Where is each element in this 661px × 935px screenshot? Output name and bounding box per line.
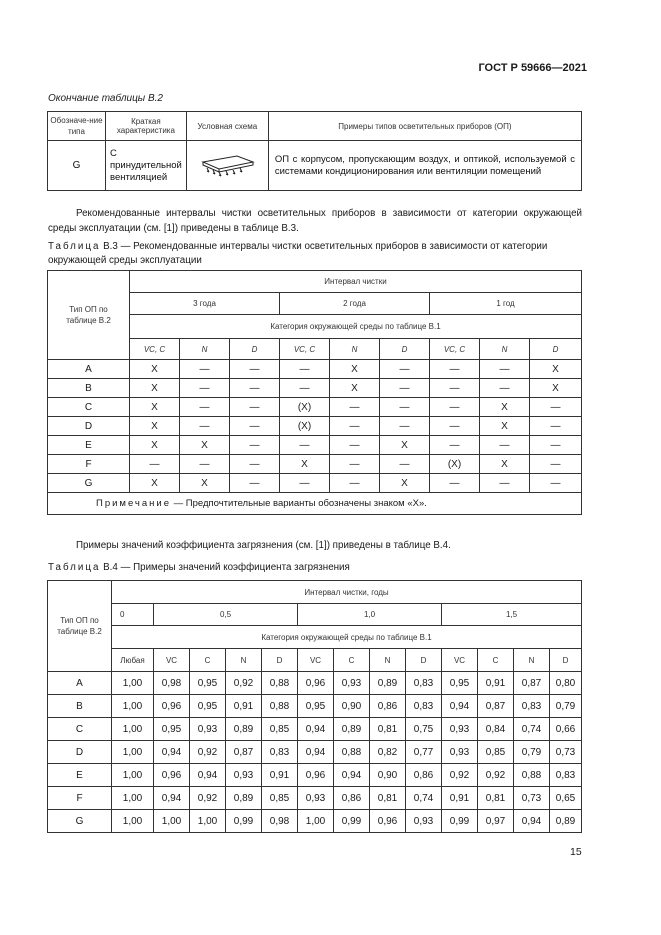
table-cell: — bbox=[480, 360, 530, 379]
table-b3-period: 3 года bbox=[130, 293, 280, 315]
table-row bbox=[48, 718, 582, 741]
table-row bbox=[48, 672, 582, 695]
subcol-header: D bbox=[530, 339, 582, 360]
table-cell: 0,89 bbox=[226, 718, 262, 741]
table-b4 bbox=[47, 580, 582, 833]
table-cell: 0,83 bbox=[406, 672, 442, 695]
table-cell: 0,77 bbox=[406, 741, 442, 764]
table-cell: X bbox=[180, 436, 230, 455]
table-cell: — bbox=[380, 417, 430, 436]
subcol-header: VC, C bbox=[280, 339, 330, 360]
table-cell: — bbox=[230, 360, 280, 379]
table-cell: X bbox=[380, 436, 430, 455]
table-cell: 0,86 bbox=[370, 695, 406, 718]
table-cell: — bbox=[280, 379, 330, 398]
table-cell: — bbox=[430, 436, 480, 455]
table-cell: 0,81 bbox=[478, 787, 514, 810]
table-b4-type-header: Тип ОП по таблице В.2 bbox=[48, 581, 112, 672]
col-header-characteristic: Краткая характеристика bbox=[106, 112, 187, 141]
table-b4-caption bbox=[48, 561, 582, 575]
table-cell: 0,92 bbox=[190, 787, 226, 810]
row-type-cell: F bbox=[48, 455, 130, 474]
note-text: — Предпочтительные варианты обозначены знаком «X». bbox=[171, 498, 427, 509]
table-row bbox=[48, 764, 582, 787]
paragraph-intervals: Рекомендованные интервалы чистки осветительных приборов в зависимости от категории окружающей среды эксплуатации (см. [1]) приведены в таблице В.3. bbox=[48, 208, 582, 234]
table-cell: 0,88 bbox=[514, 764, 550, 787]
row-type-cell: F bbox=[48, 787, 112, 810]
row-type-cell: A bbox=[48, 360, 130, 379]
table-b4-interval-header: Интервал чистки, годы bbox=[112, 581, 582, 604]
table-cell: 0,83 bbox=[514, 695, 550, 718]
table-cell: 0,81 bbox=[370, 787, 406, 810]
table-cell: — bbox=[280, 436, 330, 455]
table-row bbox=[48, 474, 582, 493]
table-cell: — bbox=[330, 436, 380, 455]
table-cell: X bbox=[480, 455, 530, 474]
table-row bbox=[48, 417, 582, 436]
table-cell: 0,94 bbox=[298, 718, 334, 741]
table-cell: 0,80 bbox=[550, 672, 582, 695]
table-cell: 0,92 bbox=[190, 741, 226, 764]
table-b3-caption-prefix: Таблица bbox=[48, 241, 101, 252]
table-cell: 0,99 bbox=[334, 810, 370, 833]
table-cell: — bbox=[180, 360, 230, 379]
table-cell: 0,93 bbox=[406, 810, 442, 833]
table-cell: 0,79 bbox=[514, 741, 550, 764]
table-b3-interval-header: Интервал чистки bbox=[130, 271, 582, 293]
table-cell: — bbox=[380, 455, 430, 474]
table-cell: X bbox=[380, 474, 430, 493]
table-cell: 0,85 bbox=[478, 741, 514, 764]
table-cell: 0,66 bbox=[550, 718, 582, 741]
table-cell: — bbox=[280, 360, 330, 379]
table-cell: — bbox=[230, 436, 280, 455]
table-cell: — bbox=[480, 474, 530, 493]
table-cell: 0,94 bbox=[298, 741, 334, 764]
table-cell: 0,93 bbox=[442, 741, 478, 764]
subcol-header: C bbox=[478, 649, 514, 672]
table-cell: 0,96 bbox=[154, 695, 190, 718]
table-cell: 0,73 bbox=[514, 787, 550, 810]
table-cell: — bbox=[230, 474, 280, 493]
table-cell: 0,79 bbox=[550, 695, 582, 718]
table-b3-caption-text: В.3 — Рекомендованные интервалы чистки осветительных приборов в зависимости от категории окружающей среды эксплуатации bbox=[48, 241, 548, 266]
table-cell: 0,85 bbox=[262, 787, 298, 810]
table-cell: 0,73 bbox=[550, 741, 582, 764]
subcol-header: VC bbox=[442, 649, 478, 672]
table-cell: — bbox=[330, 474, 380, 493]
table-cell: — bbox=[430, 379, 480, 398]
table-cell: 0,96 bbox=[298, 764, 334, 787]
col-header-type: Обозначе-ние типа bbox=[48, 112, 106, 141]
row-type-cell: D bbox=[48, 417, 130, 436]
table-cell: 1,00 bbox=[298, 810, 334, 833]
table-cell: — bbox=[180, 455, 230, 474]
table-cell: 0,89 bbox=[550, 810, 582, 833]
table-cell: 0,91 bbox=[478, 672, 514, 695]
table-row bbox=[48, 787, 582, 810]
table-cell: 1,00 bbox=[112, 695, 154, 718]
row-type: G bbox=[48, 141, 106, 191]
table-cell: 0,88 bbox=[334, 741, 370, 764]
row-type-cell: B bbox=[48, 695, 112, 718]
subcol-header: D bbox=[230, 339, 280, 360]
note-prefix: Примечание bbox=[96, 498, 171, 509]
table-cell: 0,84 bbox=[478, 718, 514, 741]
table-cell: 0,92 bbox=[442, 764, 478, 787]
table-b2 bbox=[47, 111, 582, 191]
table-cell: 0,99 bbox=[226, 810, 262, 833]
table-cell: — bbox=[230, 398, 280, 417]
subcol-header: C bbox=[334, 649, 370, 672]
subcol-header: N bbox=[480, 339, 530, 360]
table-cell: 0,95 bbox=[154, 718, 190, 741]
row-type-cell: A bbox=[48, 672, 112, 695]
table-cell: X bbox=[130, 398, 180, 417]
table-cell: 0,92 bbox=[226, 672, 262, 695]
table-cell: — bbox=[430, 474, 480, 493]
table-cell: 0,87 bbox=[514, 672, 550, 695]
table-cell: 0,74 bbox=[514, 718, 550, 741]
table-cell: 0,89 bbox=[226, 787, 262, 810]
table-cell: 1,00 bbox=[112, 741, 154, 764]
row-type-cell: D bbox=[48, 741, 112, 764]
table-b4-period: 0,5 bbox=[154, 604, 298, 626]
table-cell: — bbox=[230, 417, 280, 436]
table-cell: — bbox=[530, 455, 582, 474]
table-cell: 0,95 bbox=[298, 695, 334, 718]
table-cell: X bbox=[130, 379, 180, 398]
table-cell: 1,00 bbox=[112, 672, 154, 695]
table-b4-category-header: Категория окружающей среды по таблице В.1 bbox=[112, 626, 582, 649]
table-cell: X bbox=[130, 474, 180, 493]
page-number: 15 bbox=[570, 846, 582, 858]
subcol-header: D bbox=[262, 649, 298, 672]
table-cell: 0,93 bbox=[298, 787, 334, 810]
subcol-header: Любая bbox=[112, 649, 154, 672]
subcol-header: VC bbox=[298, 649, 334, 672]
table-cell: 0,86 bbox=[406, 764, 442, 787]
table-cell: — bbox=[530, 474, 582, 493]
table-cell: X bbox=[480, 398, 530, 417]
table-cell: 0,96 bbox=[298, 672, 334, 695]
paragraph-coefficients: Примеры значений коэффициента загрязнения (см. [1]) приведены в таблице В.4. bbox=[76, 540, 451, 551]
table-cell: (X) bbox=[430, 455, 480, 474]
row-examples: ОП с корпусом, пропускающим воздух, и оптикой, используемой с системами кондиционирования или вентиляции помещений bbox=[268, 141, 581, 191]
row-type-cell: C bbox=[48, 718, 112, 741]
table-cell: 0,91 bbox=[226, 695, 262, 718]
table-cell: — bbox=[380, 360, 430, 379]
table-cell: X bbox=[280, 455, 330, 474]
col-header-examples: Примеры типов осветительных приборов (ОП) bbox=[268, 112, 581, 141]
table-b3-period: 1 год bbox=[430, 293, 582, 315]
table-cell: X bbox=[130, 436, 180, 455]
table-cell: 0,95 bbox=[442, 672, 478, 695]
table-cell: 0,90 bbox=[334, 695, 370, 718]
table-cell: X bbox=[130, 360, 180, 379]
table-cell: 0,98 bbox=[262, 810, 298, 833]
table-cell: 0,93 bbox=[334, 672, 370, 695]
table-cell: X bbox=[130, 417, 180, 436]
table-cell: 0,83 bbox=[262, 741, 298, 764]
table-cell: — bbox=[230, 379, 280, 398]
scheme-cell bbox=[186, 141, 268, 191]
subcol-header: N bbox=[180, 339, 230, 360]
table-cell: 0,94 bbox=[514, 810, 550, 833]
row-type-cell: G bbox=[48, 810, 112, 833]
table-cell: (X) bbox=[280, 398, 330, 417]
table-cell: 0,93 bbox=[226, 764, 262, 787]
table-row bbox=[48, 379, 582, 398]
table-cell: 1,00 bbox=[112, 787, 154, 810]
table-cell: (X) bbox=[280, 417, 330, 436]
table-b3-category-header: Категория окружающей среды по таблице В.1 bbox=[130, 315, 582, 339]
table-cell: — bbox=[530, 417, 582, 436]
table-cell: X bbox=[530, 379, 582, 398]
table-row bbox=[48, 360, 582, 379]
table-cell: — bbox=[430, 417, 480, 436]
table-cell: — bbox=[130, 455, 180, 474]
subcol-header: VC, C bbox=[130, 339, 180, 360]
ventilation-scheme-diagram bbox=[199, 149, 255, 181]
table-continuation-label: Окончание таблицы В.2 bbox=[48, 93, 163, 104]
table-cell: 0,81 bbox=[370, 718, 406, 741]
table-cell: — bbox=[180, 398, 230, 417]
table-cell: — bbox=[280, 474, 330, 493]
table-cell: — bbox=[480, 379, 530, 398]
table-cell: 0,91 bbox=[442, 787, 478, 810]
table-row bbox=[48, 810, 582, 833]
table-cell: 1,00 bbox=[112, 718, 154, 741]
subcol-header: D bbox=[550, 649, 582, 672]
table-cell: — bbox=[480, 436, 530, 455]
table-cell: 0,74 bbox=[406, 787, 442, 810]
table-cell: 0,94 bbox=[190, 764, 226, 787]
table-cell: — bbox=[230, 455, 280, 474]
table-cell: 0,97 bbox=[478, 810, 514, 833]
table-cell: — bbox=[180, 417, 230, 436]
table-b4-caption-text: В.4 — Примеры значений коэффициента загрязнения bbox=[100, 562, 350, 573]
subcol-header: C bbox=[190, 649, 226, 672]
col-header-scheme: Условная схема bbox=[186, 112, 268, 141]
table-b4-caption-prefix: Таблица bbox=[48, 562, 101, 573]
subcol-header: D bbox=[380, 339, 430, 360]
table-cell: 0,89 bbox=[370, 672, 406, 695]
table-cell: 0,98 bbox=[154, 672, 190, 695]
subcol-header: N bbox=[226, 649, 262, 672]
table-b4-period: 1,5 bbox=[442, 604, 582, 626]
table-cell: — bbox=[330, 398, 380, 417]
table-cell: 0,93 bbox=[190, 718, 226, 741]
document-header: ГОСТ Р 59666—2021 bbox=[478, 62, 587, 74]
table-cell: 0,92 bbox=[478, 764, 514, 787]
table-cell: 0,83 bbox=[550, 764, 582, 787]
row-type-cell: E bbox=[48, 764, 112, 787]
table-cell: X bbox=[530, 360, 582, 379]
row-type-cell: G bbox=[48, 474, 130, 493]
table-cell: 1,00 bbox=[112, 810, 154, 833]
subcol-header: N bbox=[514, 649, 550, 672]
table-b3-caption bbox=[48, 240, 582, 268]
subcol-header: N bbox=[330, 339, 380, 360]
table-cell: 1,00 bbox=[154, 810, 190, 833]
table-cell: — bbox=[530, 436, 582, 455]
table-cell: 0,82 bbox=[370, 741, 406, 764]
table-cell: 1,00 bbox=[112, 764, 154, 787]
table-cell: 0,93 bbox=[442, 718, 478, 741]
table-cell: 0,91 bbox=[262, 764, 298, 787]
table-cell: — bbox=[180, 379, 230, 398]
table-cell: 0,95 bbox=[190, 672, 226, 695]
table-cell: 0,87 bbox=[478, 695, 514, 718]
table-cell: 0,83 bbox=[406, 695, 442, 718]
table-cell: 0,88 bbox=[262, 695, 298, 718]
table-row bbox=[48, 455, 582, 474]
table-b4-period: 1,0 bbox=[298, 604, 442, 626]
table-cell: 0,65 bbox=[550, 787, 582, 810]
row-type-cell: B bbox=[48, 379, 130, 398]
table-cell: — bbox=[380, 398, 430, 417]
table-b4-period: 0 bbox=[112, 604, 154, 626]
subcol-header: D bbox=[406, 649, 442, 672]
table-cell: 0,96 bbox=[370, 810, 406, 833]
table-cell: — bbox=[330, 455, 380, 474]
table-cell: 0,88 bbox=[262, 672, 298, 695]
subcol-header: N bbox=[370, 649, 406, 672]
table-cell: 0,89 bbox=[334, 718, 370, 741]
table-row bbox=[48, 741, 582, 764]
table-cell: 0,86 bbox=[334, 787, 370, 810]
table-b3-type-header: Тип ОП по таблице В.2 bbox=[48, 271, 130, 360]
table-cell: — bbox=[380, 379, 430, 398]
table-cell: 0,96 bbox=[154, 764, 190, 787]
table-cell: — bbox=[430, 360, 480, 379]
table-cell: 0,94 bbox=[334, 764, 370, 787]
table-cell: 0,90 bbox=[370, 764, 406, 787]
table-cell: — bbox=[330, 417, 380, 436]
table-row bbox=[48, 695, 582, 718]
row-type-cell: E bbox=[48, 436, 130, 455]
table-cell: X bbox=[180, 474, 230, 493]
subcol-header: VC, C bbox=[430, 339, 480, 360]
table-cell: 0,94 bbox=[154, 741, 190, 764]
table-cell: 0,94 bbox=[442, 695, 478, 718]
table-cell: X bbox=[330, 360, 380, 379]
table-cell: 0,99 bbox=[442, 810, 478, 833]
table-b3-note bbox=[48, 493, 582, 515]
table-cell: — bbox=[530, 398, 582, 417]
table-cell: 0,85 bbox=[262, 718, 298, 741]
row-type-cell: C bbox=[48, 398, 130, 417]
table-cell: X bbox=[480, 417, 530, 436]
table-row bbox=[48, 436, 582, 455]
table-cell: 0,95 bbox=[190, 695, 226, 718]
row-characteristic: С принудительной вентиляцией bbox=[106, 141, 187, 191]
table-row bbox=[48, 398, 582, 417]
table-cell: 0,75 bbox=[406, 718, 442, 741]
table-cell: — bbox=[430, 398, 480, 417]
table-cell: 1,00 bbox=[190, 810, 226, 833]
table-cell: X bbox=[330, 379, 380, 398]
table-b3-period: 2 года bbox=[280, 293, 430, 315]
table-cell: 0,94 bbox=[154, 787, 190, 810]
table-cell: 0,87 bbox=[226, 741, 262, 764]
table-b3 bbox=[47, 270, 582, 515]
subcol-header: VC bbox=[154, 649, 190, 672]
